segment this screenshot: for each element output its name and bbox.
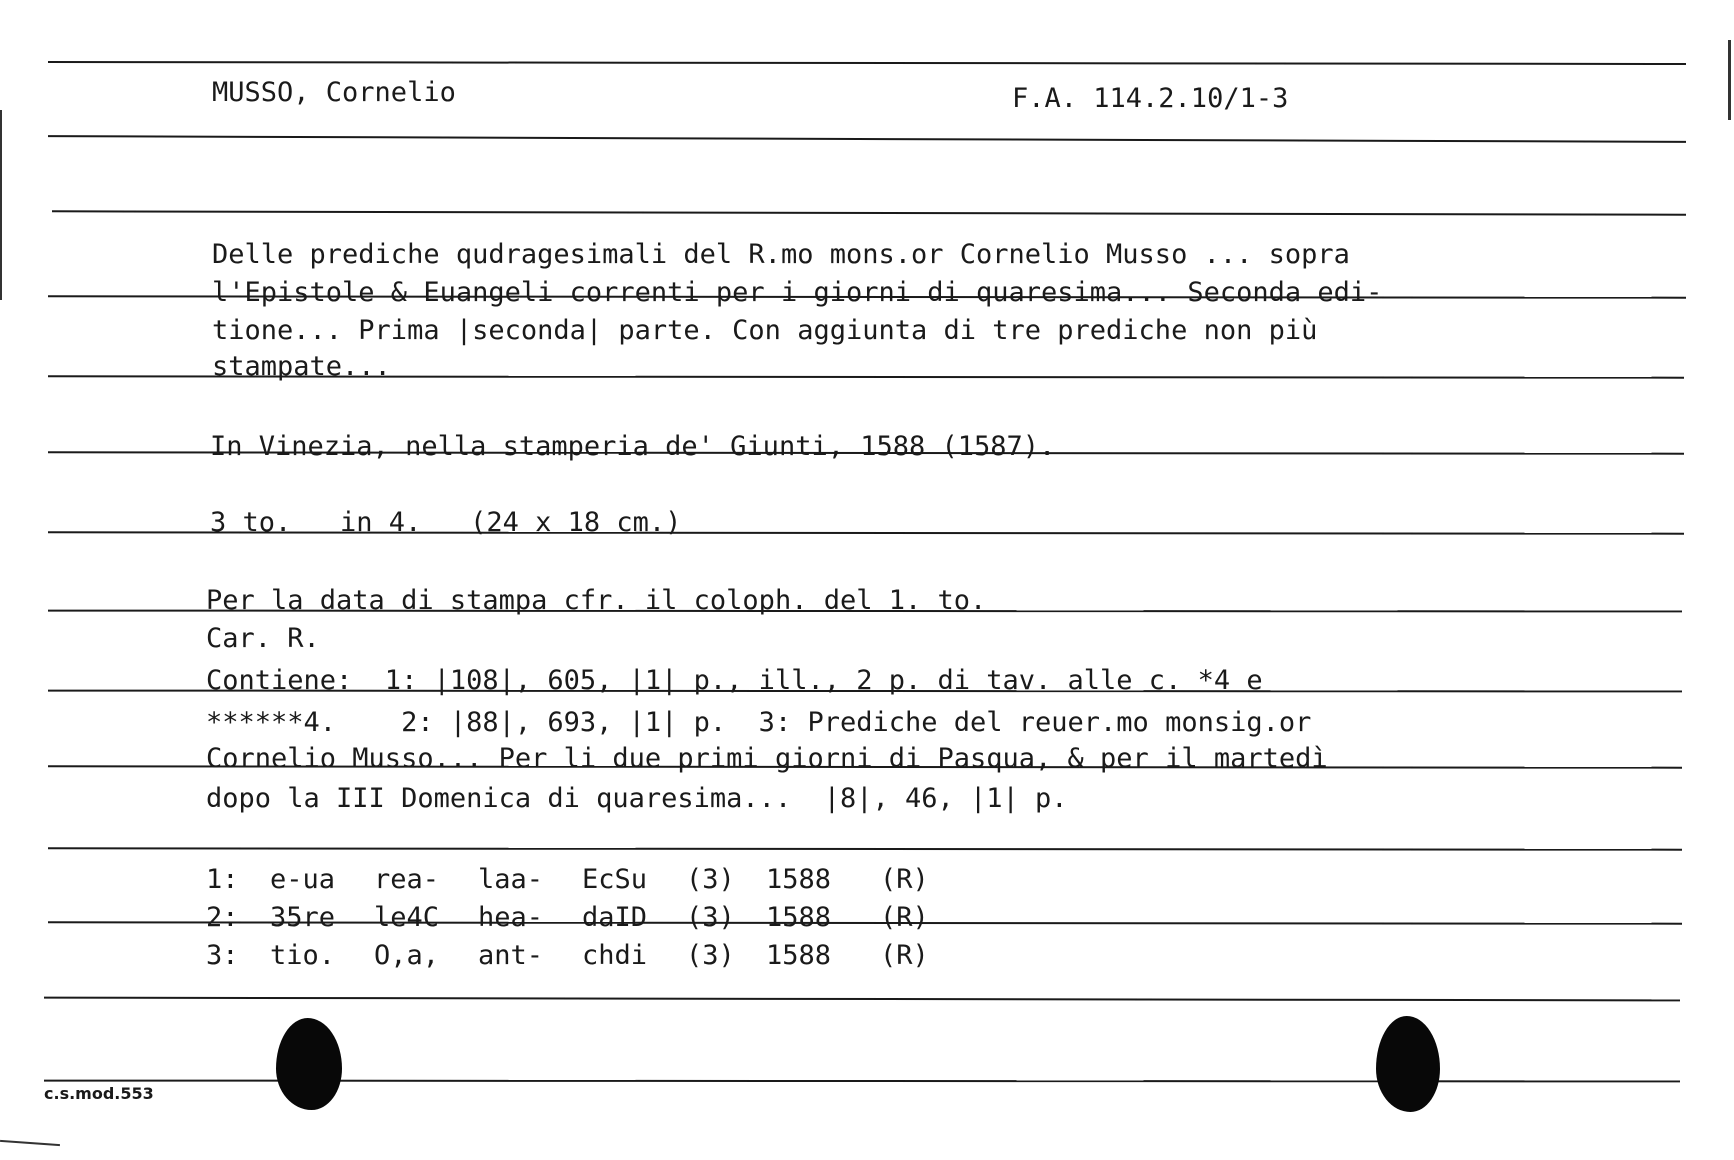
physical-description: 3 to. in 4. (24 x 18 cm.) [210, 507, 682, 538]
fingerprint-part: rea- [374, 863, 440, 895]
fingerprint-volume: 3: [206, 939, 239, 971]
author-heading: MUSSO, Cornelio [212, 77, 456, 108]
punch-hole [1376, 1016, 1440, 1112]
fingerprint-row [206, 860, 947, 898]
card-rule [44, 997, 1680, 1002]
edge-mark [0, 110, 2, 300]
edge-mark [1728, 40, 1731, 120]
note-line: Car. R. [206, 623, 320, 654]
note-line: Per la data di stampa cfr. il coloph. del 1. to. [206, 585, 987, 616]
fingerprint-part: chdi [582, 939, 648, 971]
card-rule [48, 61, 1686, 65]
title-line: Delle prediche qudragesimali del R.mo mons.or Cornelio Musso ... sopra [212, 239, 1350, 270]
fingerprint-code: (3) [686, 863, 735, 895]
note-line: dopo la III Domenica di quaresima... |8|, 46, |1| p. [206, 783, 1068, 814]
fingerprint-part: tio. [270, 939, 336, 971]
fingerprint-row [206, 936, 947, 974]
fingerprint-code: (3) [686, 939, 735, 971]
fingerprint-row [206, 898, 947, 936]
title-line: stampate... [212, 351, 391, 382]
fingerprint-year: 1588 [766, 939, 832, 971]
fingerprint-type: (R) [880, 939, 929, 971]
edge-mark [0, 1140, 60, 1146]
title-line: l'Epistole & Euangeli correnti per i giorni di quaresima... Seconda edi- [212, 277, 1383, 308]
punch-hole [276, 1018, 342, 1110]
imprint: In Vinezia, nella stamperia de' Giunti, 1588 (1587). [210, 431, 1056, 462]
fingerprint-part: ant- [478, 939, 544, 971]
form-code: c.s.mod.553 [44, 1084, 154, 1103]
card-rule [48, 847, 1682, 850]
fingerprint-part: le4C [374, 901, 440, 933]
note-line: Cornelio Musso... Per li due primi giorni di Pasqua, & per il martedì [206, 743, 1328, 774]
fingerprint-part: EcSu [582, 863, 648, 895]
title-line: tione... Prima |seconda| parte. Con aggiunta di tre prediche non più [212, 315, 1318, 346]
fingerprint-year: 1588 [766, 901, 832, 933]
fingerprint-table [206, 860, 947, 974]
fingerprint-year: 1588 [766, 863, 832, 895]
card-rule [52, 210, 1686, 215]
note-line: ******4. 2: |88|, 693, |1| p. 3: Prediche del reuer.mo monsig.or [206, 707, 1312, 738]
fingerprint-volume: 2: [206, 901, 239, 933]
fingerprint-type: (R) [880, 901, 929, 933]
card-rule [48, 135, 1686, 143]
fingerprint-part: O,a, [374, 939, 440, 971]
fingerprint-part: e-ua [270, 863, 336, 895]
shelfmark: F.A. 114.2.10/1-3 [1012, 83, 1289, 114]
fingerprint-type: (R) [880, 863, 929, 895]
fingerprint-part: daID [582, 901, 648, 933]
fingerprint-part: hea- [478, 901, 544, 933]
fingerprint-part: laa- [478, 863, 544, 895]
fingerprint-volume: 1: [206, 863, 239, 895]
fingerprint-code: (3) [686, 901, 735, 933]
fingerprint-part: 35re [270, 901, 336, 933]
note-line: Contiene: 1: |108|, 605, |1| p., ill., 2 p. di tav. alle c. *4 e [206, 665, 1263, 696]
